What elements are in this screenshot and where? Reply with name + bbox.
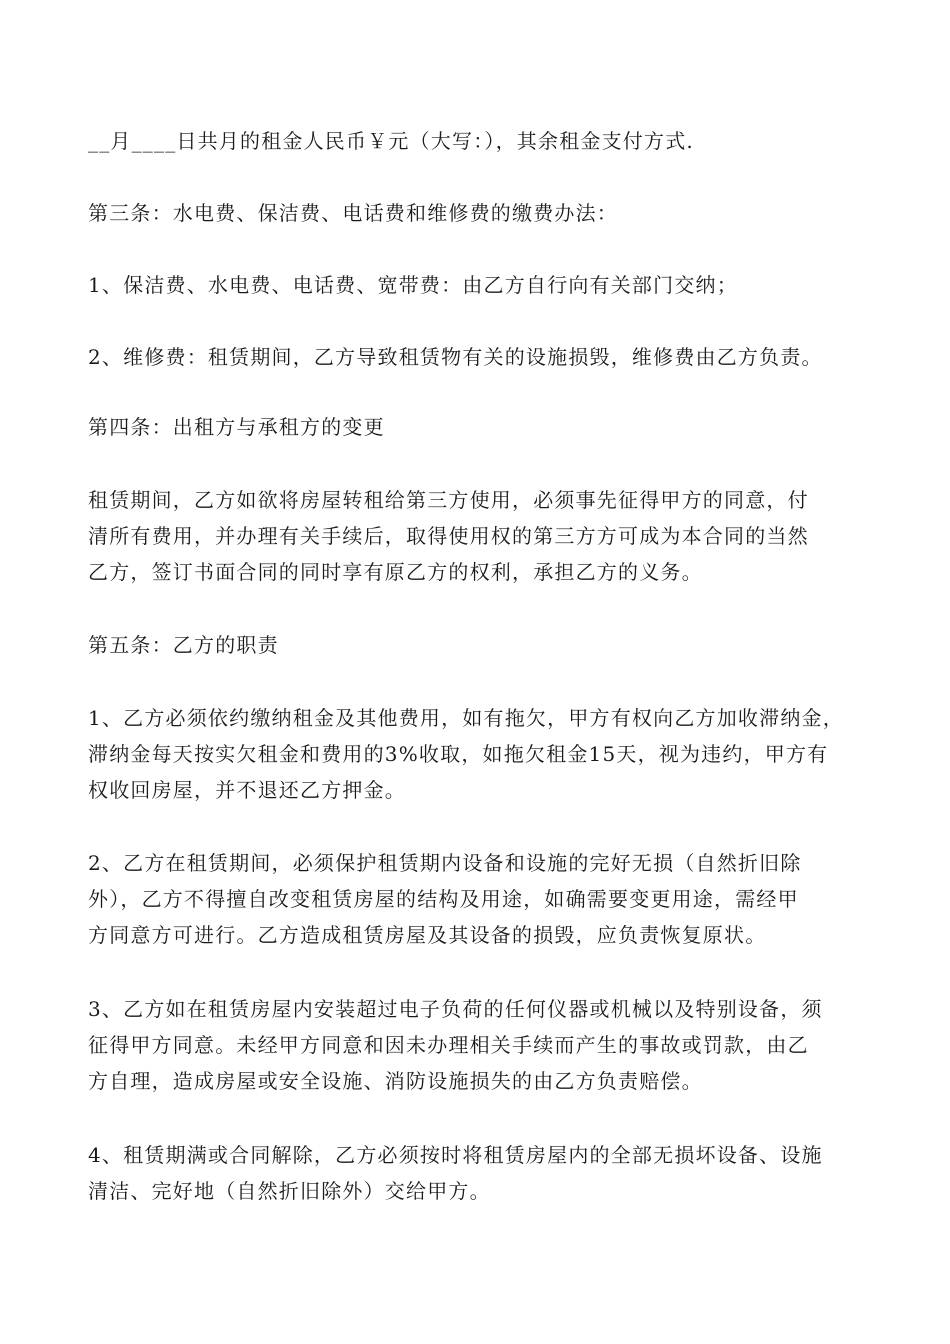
text-line: 乙方，签订书面合同的同时享有原乙方的权利，承担乙方的义务。 — [88, 560, 703, 584]
heading-article-3 — [88, 195, 868, 231]
text-line: 权收回房屋，并不退还乙方押金。 — [88, 778, 406, 802]
text-line: 1、保洁费、水电费、电话费、宽带费：由乙方自行向有关部门交纳； — [88, 273, 738, 297]
text-line: 方自理，造成房屋或安全设施、消防设施损失的由乙方负责赔偿。 — [88, 1069, 703, 1093]
paragraph-fees-1 — [88, 267, 868, 303]
paragraph-duty-1 — [88, 700, 868, 808]
paragraph-fees-2 — [88, 339, 868, 375]
text-line: 1、乙方必须依约缴纳租金及其他费用，如有拖欠，甲方有权向乙方加收滞纳金， — [88, 706, 844, 730]
text-line: 3、乙方如在租赁房屋内安装超过电子负荷的任何仪器或机械以及特别设备，须 — [88, 997, 823, 1021]
text-line: 第三条：水电费、保洁费、电话费和维修费的缴费办法： — [88, 201, 618, 225]
heading-article-5 — [88, 627, 868, 663]
text-line: 清所有费用，并办理有关手续后，取得使用权的第三方方可成为本合同的当然 — [88, 524, 809, 548]
text-line: 2、乙方在租赁期间，必须保护租赁期内设备和设施的完好无损（自然折旧除 — [88, 851, 802, 875]
text-line: 第五条：乙方的职责 — [88, 633, 279, 657]
text-line: 外），乙方不得擅自改变租赁房屋的结构及用途，如确需要变更用途，需经甲 — [88, 887, 799, 911]
text-line: 征得甲方同意。未经甲方同意和因未办理相关手续而产生的事故或罚款，由乙 — [88, 1033, 809, 1057]
text-line: 清洁、完好地（自然折旧除外）交给甲方。 — [88, 1179, 491, 1203]
paragraph-duty-2 — [88, 845, 868, 953]
paragraph-duty-3 — [88, 991, 868, 1099]
paragraph-duty-4 — [88, 1137, 868, 1209]
text-line: __月____日共月的租金人民币￥元（大写：），其余租金支付方式. — [88, 129, 694, 153]
paragraph-sublease — [88, 482, 868, 590]
text-line: 2、维修费：租赁期间，乙方导致租赁物有关的设施损毁，维修费由乙方负责。 — [88, 345, 823, 369]
paragraph-rent-payment — [88, 123, 868, 159]
heading-article-4 — [88, 409, 868, 445]
text-line: 4、租赁期满或合同解除，乙方必须按时将租赁房屋内的全部无损坏设备、设施 — [88, 1143, 823, 1167]
text-line: 滞纳金每天按实欠租金和费用的3%收取，如拖欠租金15天，视为违约，甲方有 — [88, 742, 829, 766]
text-line: 方同意方可进行。乙方造成租赁房屋及其设备的损毁，应负责恢复原状。 — [88, 923, 767, 947]
text-line: 第四条：出租方与承租方的变更 — [88, 415, 385, 439]
text-line: 租赁期间，乙方如欲将房屋转租给第三方使用，必须事先征得甲方的同意，付 — [88, 488, 809, 512]
